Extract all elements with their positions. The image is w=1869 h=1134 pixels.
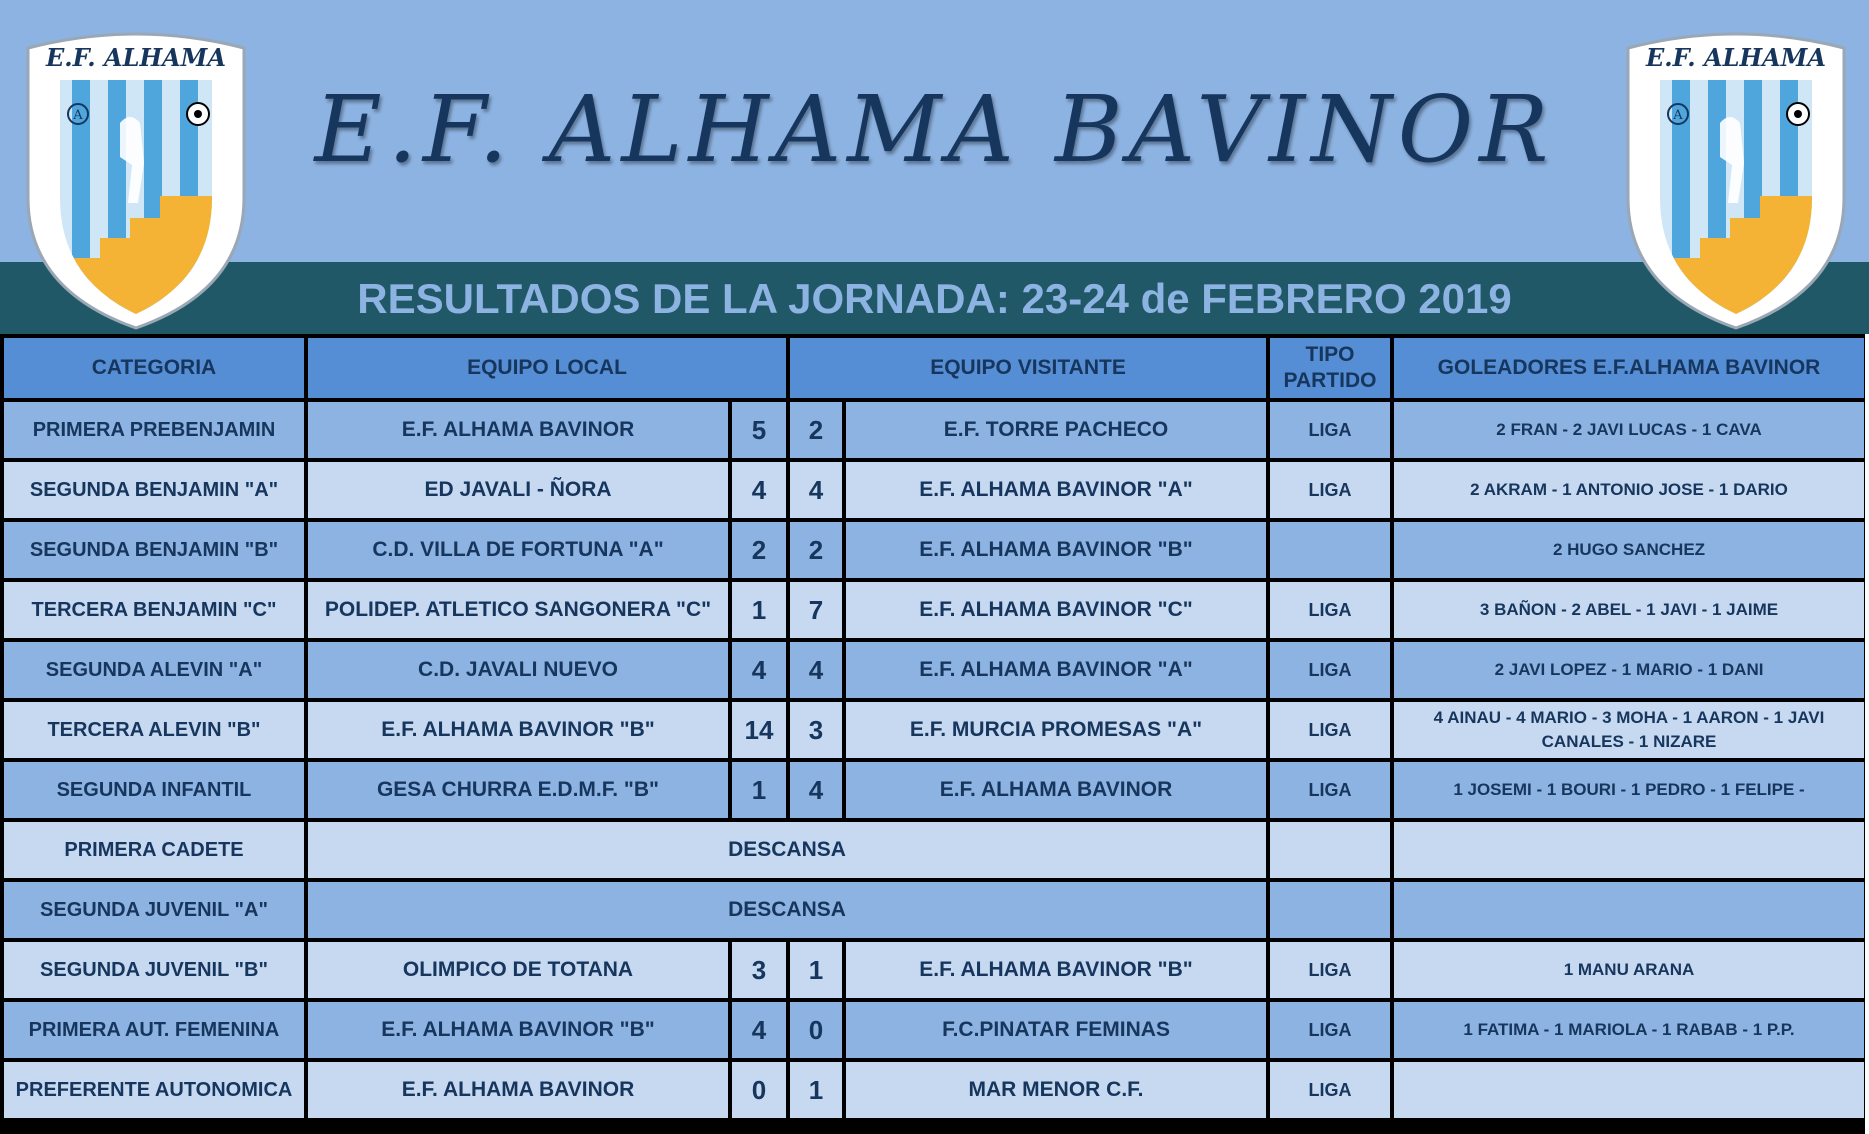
visitor-team-cell: E.F. ALHAMA BAVINOR "C" [846,582,1266,638]
local-score-cell: 0 [732,1062,786,1118]
visitor-score-cell: 7 [790,582,842,638]
goleadores-cell: 2 JAVI LOPEZ - 1 MARIO - 1 DANI [1394,642,1864,698]
categoria-cell: SEGUNDA JUVENIL "A" [4,882,304,938]
header-goleadores: GOLEADORES E.F.ALHAMA BAVINOR [1394,338,1864,398]
local-score-cell: 4 [732,642,786,698]
goleadores-cell: 4 AINAU - 4 MARIO - 3 MOHA - 1 AARON - 1 JAVI CANALES - 1 NIZARE [1394,702,1864,758]
header-equipo-local: EQUIPO LOCAL [308,338,786,398]
goleadores-cell: 2 FRAN - 2 JAVI LUCAS - 1 CAVA [1394,402,1864,458]
visitor-team-cell: E.F. TORRE PACHECO [846,402,1266,458]
tipo-partido-cell: LIGA [1270,1002,1390,1058]
tipo-partido-cell [1270,882,1390,938]
local-team-cell: E.F. ALHAMA BAVINOR [308,1062,728,1118]
tipo-partido-cell: LIGA [1270,762,1390,818]
page-subtitle: RESULTADOS DE LA JORNADA: 23-24 de FEBRERO 2019 [357,275,1512,322]
visitor-score-cell: 4 [790,462,842,518]
tipo-partido-cell: LIGA [1270,642,1390,698]
visitor-score-cell: 3 [790,702,842,758]
crest-text-left: E.F. ALHAMA [46,43,226,72]
categoria-cell: SEGUNDA BENJAMIN "B" [4,522,304,578]
header-equipo-visitante: EQUIPO VISITANTE [790,338,1266,398]
categoria-cell: PRIMERA AUT. FEMENINA [4,1002,304,1058]
table-row [4,822,1864,878]
visitor-team-cell: F.C.PINATAR FEMINAS [846,1002,1266,1058]
categoria-cell: TERCERA ALEVIN "B" [4,702,304,758]
categoria-cell: PRIMERA PREBENJAMIN [4,402,304,458]
local-team-cell: E.F. ALHAMA BAVINOR [308,402,728,458]
local-team-cell: E.F. ALHAMA BAVINOR "B" [308,1002,728,1058]
goleadores-cell: 1 MANU ARANA [1394,942,1864,998]
visitor-team-cell: E.F. MURCIA PROMESAS "A" [846,702,1266,758]
tipo-partido-cell: LIGA [1270,402,1390,458]
table-row [4,1062,1864,1118]
tipo-partido-cell: LIGA [1270,942,1390,998]
local-score-cell: 14 [732,702,786,758]
table-row [4,522,1864,578]
visitor-score-cell: 0 [790,1002,842,1058]
table-row [4,882,1864,938]
goleadores-cell [1394,882,1864,938]
visitor-team-cell: E.F. ALHAMA BAVINOR "B" [846,522,1266,578]
table-header-row [4,338,1864,398]
local-score-cell: 3 [732,942,786,998]
goleadores-cell: 2 HUGO SANCHEZ [1394,522,1864,578]
visitor-team-cell: MAR MENOR C.F. [846,1062,1266,1118]
table-row [4,1002,1864,1058]
table-row [4,942,1864,998]
results-table [0,334,1868,1122]
local-score-cell: 1 [732,762,786,818]
header-categoria: CATEGORIA [4,338,304,398]
visitor-team-cell: E.F. ALHAMA BAVINOR "B" [846,942,1266,998]
crest-monogram-left: A [73,108,83,123]
local-team-cell: C.D. JAVALI NUEVO [308,642,728,698]
categoria-cell: SEGUNDA JUVENIL "B" [4,942,304,998]
goleadores-cell: 3 BAÑON - 2 ABEL - 1 JAVI - 1 JAIME [1394,582,1864,638]
visitor-score-cell: 2 [790,402,842,458]
visitor-team-cell: E.F. ALHAMA BAVINOR [846,762,1266,818]
local-score-cell: 1 [732,582,786,638]
goleadores-cell [1394,822,1864,878]
crest-monogram-right: A [1673,108,1683,123]
local-team-cell: OLIMPICO DE TOTANA [308,942,728,998]
header-tipo-partido: TIPO PARTIDO [1270,338,1390,398]
local-team-cell: E.F. ALHAMA BAVINOR "B" [308,702,728,758]
tipo-partido-cell [1270,822,1390,878]
table-row [4,402,1864,458]
categoria-cell: SEGUNDA INFANTIL [4,762,304,818]
tipo-partido-cell: LIGA [1270,582,1390,638]
categoria-cell: PREFERENTE AUTONOMICA [4,1062,304,1118]
local-score-cell: 4 [732,1002,786,1058]
goleadores-cell: 1 JOSEMI - 1 BOURI - 1 PEDRO - 1 FELIPE - [1394,762,1864,818]
table-row [4,582,1864,638]
visitor-team-cell: E.F. ALHAMA BAVINOR "A" [846,462,1266,518]
local-team-cell: C.D. VILLA DE FORTUNA "A" [308,522,728,578]
categoria-cell: SEGUNDA BENJAMIN "A" [4,462,304,518]
local-score-cell: 2 [732,522,786,578]
table-row [4,462,1864,518]
visitor-score-cell: 2 [790,522,842,578]
table-row [4,702,1864,758]
visitor-score-cell: 4 [790,762,842,818]
local-team-cell: GESA CHURRA E.D.M.F. "B" [308,762,728,818]
tipo-partido-cell: LIGA [1270,702,1390,758]
goleadores-cell: 2 AKRAM - 1 ANTONIO JOSE - 1 DARIO [1394,462,1864,518]
local-score-cell: 4 [732,462,786,518]
categoria-cell: SEGUNDA ALEVIN "A" [4,642,304,698]
local-team-cell: ED JAVALI - ÑORA [308,462,728,518]
club-crest-right [1620,28,1852,330]
tipo-partido-cell: LIGA [1270,462,1390,518]
club-crest-left [20,28,252,330]
results-table-container [0,334,1865,1134]
local-score-cell: 5 [732,402,786,458]
descansa-cell: DESCANSA [308,822,1266,878]
descansa-cell: DESCANSA [308,882,1266,938]
visitor-score-cell: 1 [790,942,842,998]
visitor-score-cell: 4 [790,642,842,698]
crest-text-right: E.F. ALHAMA [1646,43,1826,72]
tipo-partido-cell [1270,522,1390,578]
table-row [4,762,1864,818]
tipo-partido-cell: LIGA [1270,1062,1390,1118]
categoria-cell: TERCERA BENJAMIN "C" [4,582,304,638]
visitor-team-cell: E.F. ALHAMA BAVINOR "A" [846,642,1266,698]
table-row [4,642,1864,698]
categoria-cell: PRIMERA CADETE [4,822,304,878]
goleadores-cell: 1 FATIMA - 1 MARIOLA - 1 RABAB - 1 P.P. [1394,1002,1864,1058]
goleadores-cell [1394,1062,1864,1118]
page-title: E.F. ALHAMA BAVINOR [314,76,1555,183]
visitor-score-cell: 1 [790,1062,842,1118]
local-team-cell: POLIDEP. ATLETICO SANGONERA "C" [308,582,728,638]
